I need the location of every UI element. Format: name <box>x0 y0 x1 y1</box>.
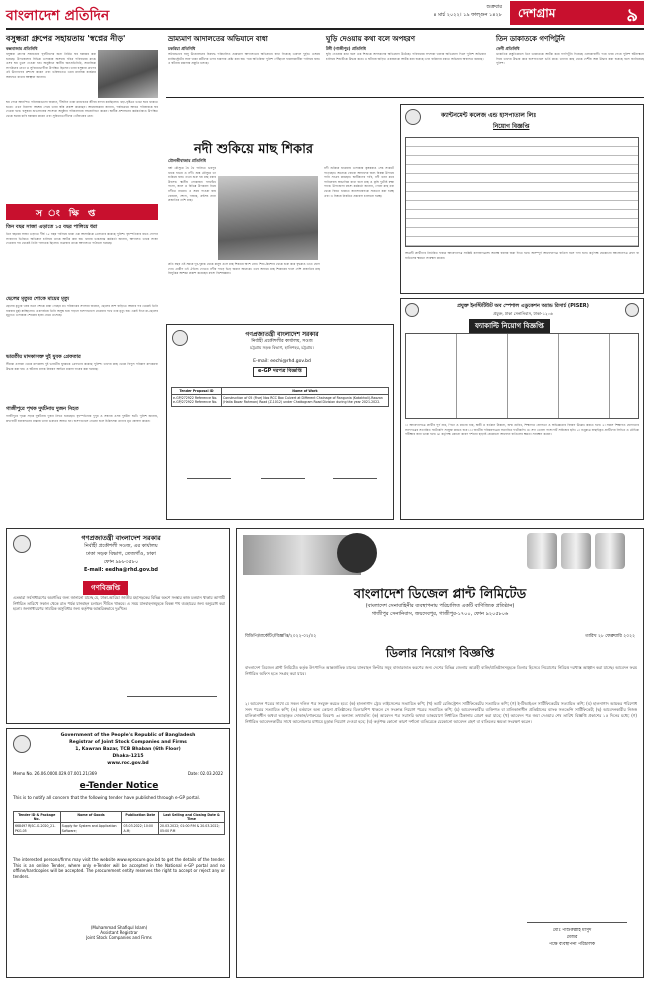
rjsc-th-2: Publication Date <box>122 812 159 823</box>
briefs-title: স ং ক্ষি প্ত <box>36 209 99 219</box>
rjsc-td-1: Supply for System and Application Software; <box>60 823 122 834</box>
date-label: ৪ মার্চ ২০২২। ১৯ ফাল্গুন ১৪২৮ <box>433 12 502 18</box>
rhd-notice-ad <box>6 528 230 724</box>
rjsc-city: Dhaka-1215 <box>112 754 144 759</box>
col3-headline: ঘুড়ি দেওয়ায় কথা বলে অপহরণ <box>326 35 415 43</box>
piser-notice: ফ্যাকাল্টি নিয়োগ বিজ্ঞপ্তি <box>469 319 550 333</box>
rjsc-org: Joint Stock Companies and Firms <box>86 935 152 940</box>
rjsc-th-0: Tender ID & Package No. <box>14 812 61 823</box>
col1-headline: বসুন্ধরা গ্রুপের সহায়তায় 'স্বপ্নের নীড়' <box>6 34 126 43</box>
rhd-gov: গণপ্রজাতন্ত্রী বাংলাদেশ সরকার <box>81 534 161 542</box>
diesel-signature <box>527 909 627 923</box>
rjsc-memo: Memo No. 26.06.0000.029.07.001.21/369 <box>13 771 97 776</box>
piser-title: প্রযুক্ত ইনস্টিটিউট অব স্পেশাল এডুকেশন অ্যান্ড রিসার্চ (PISER) <box>457 303 589 309</box>
rjsc-office: Registrar of Joint Stock Companies and Firms <box>69 740 187 745</box>
rjsc-notice: e-Tender Notice <box>79 781 159 791</box>
col3-body: ঘুড়ি দেওয়ার কথা বলে এক শিশুকে অপহরণের অভিযোগ উঠেছে। পরিবারের সদস্যরা থানায় অভিযোগ দিলে পুলিশ অভিযান চালিয়ে শিশুটিকে উদ্ধার করে। এ ঘটনায় জড়িত একজনকে আটক করা হয়েছে এবং বাকিদের ধরতে অভিযান অব্যাহত রয়েছে। <box>326 52 486 61</box>
feature-headline: নদী শুকিয়ে মাছ শিকার <box>194 142 314 157</box>
rhd-sign <box>127 687 217 697</box>
feature-body-left: বর্ষা মৌসুমে থৈ থৈ পানিতে ভরপুর থাকে হাওর ও নদী। শুষ্ক মৌসুমে তা শুকিয়ে যায়। তখন শুরু হয় মাছ ধরার উৎসব। স্থানীয় লোকজন দলবেঁধে পলো, জাল ও বিভিন্ন উপকরণ নিয়ে নদীতে নামেন। এ সময় পাওয়া যায় বোয়াল, শোল, গজার, রুইসহ নানা প্রজাতির দেশি মাছ। <box>168 166 216 203</box>
egp-td-work: Construction of 05 (Five) Nos RCC Box Culvert at Different Chainage of Rangunia (Katakhali)-Raozan (Hatia Bazar Rahman) Road (Z-1012) under Chattogram Road Division during the year 2021-2022. <box>222 395 389 406</box>
newspaper-logo: বাংলাদেশ প্রতিদিন <box>6 8 110 24</box>
diesel-for: পক্ষে ব্যবস্থাপনা পরিচালক <box>548 942 596 947</box>
day-label: শুক্রবার <box>486 4 502 10</box>
filter-3 <box>595 533 625 569</box>
diesel-company: বাংলাদেশ ডিজেল প্লান্ট লিমিটেড <box>353 587 527 602</box>
filter-2 <box>561 533 591 569</box>
diesel-seal <box>337 533 377 573</box>
egp-tender-ad <box>166 324 394 520</box>
piser-body: ১। আবেদনপত্রে প্রার্থীর পূর্ণ নাম, পিতা ও মাতার নাম, স্থায়ী ও বর্তমান ঠিকানা, জন্ম তারিখ, শিক্ষাগত যোগ্যতা ও অভিজ্ঞতার বিবরণ উল্লেখ করতে হবে। ২। সকল শিক্ষাগত যোগ্যতার সনদপত্রের সত্যায়িত ফটোকপি সংযুক্ত করতে হবে। ৩। জাতীয় পরিচয়পত্রের সত্যায়িত ফটোকপি। ৪। সদ্য তোলা পাসপোর্ট সাইজের ছবি। ৫। শুধুমাত্র বাছাইকৃত প্রার্থীদের লিখিত ও মৌখিক পরীক্ষার জন্য ডাকা হবে। ৬। কর্তৃপক্ষ কোনো কারণ দর্শানো ছাড়াই যেকোনো আবেদন বাতিলের ক্ষমতা সংরক্ষণ করেন। <box>405 423 639 437</box>
col1-byline: কক্সবাজার প্রতিনিধি <box>6 46 38 51</box>
rhd-logo <box>13 535 31 553</box>
college-table-grid <box>405 137 639 247</box>
diesel-subtitle: (বাংলাদেশ সেনাবাহিনীর ব্যবস্থাপনায় পরিচালিত একটি বাণিজ্যিক প্রতিষ্ঠান) <box>365 603 515 609</box>
rjsc-date: Date: 02.03.2022 <box>187 771 223 776</box>
egp-notice: e-GP দরপত্র বিজ্ঞপ্তি <box>253 367 307 377</box>
diesel-ad <box>236 528 644 978</box>
rjsc-td-3: 20.03.2022; 01:00 P.M & 20.03.2022; 05:00 P.M <box>159 823 225 834</box>
masthead <box>0 0 650 26</box>
egp-th-work: Name of Work <box>222 388 389 395</box>
college-heading: নিয়োগ বিজ্ঞপ্তি <box>493 123 530 130</box>
egp-td-id: e-GP/272922 Reference No. e-GP/272922 Reference No. <box>172 395 222 406</box>
rjsc-logo <box>13 735 31 753</box>
rjsc-web[interactable]: www.roc.gov.bd <box>107 761 149 766</box>
egp-table <box>171 387 389 407</box>
diesel-intro: বাংলাদেশ ডিজেল প্লান্ট লিমিটেড কর্তৃক উৎপাদিত আন্তর্জাতিক মানের যানবাহন ফিল্টার সমূহ বাজারজাত করণের জন্য দেশের বিভিন্ন জেলায় আগ্রহী ব্যক্তি/প্রতিষ্ঠানসমূহকে ডিলার হিসেবে নিয়োগের নিমিত্তে দরখাস্ত আহ্বান করা যাচ্ছে। আবেদন ফরম নির্ধারিত অফিস হতে সংগ্রহ করা যাবে। <box>245 665 637 676</box>
signature-3 <box>333 469 377 479</box>
rhd-notice-label: গণবিজ্ঞপ্তি <box>83 581 128 595</box>
brief1-headline: তিন বছর সাজা এড়াতে ১৫ বছর পালিয়ে ধরা <box>6 224 98 230</box>
col2-byline: চকরিয়া প্রতিনিধি <box>168 46 196 51</box>
page-number: ৯ <box>626 5 638 26</box>
col1-photo <box>98 50 158 98</box>
rjsc-address: 1, Kawran Bazar, TCB Bhaban (6th Floor) <box>75 747 181 752</box>
rjsc-designation: Assistant Registrar <box>100 930 138 935</box>
rhd-email: E-mail: eedha@rhd.gov.bd <box>84 567 158 573</box>
col3-byline: টঙ্গী (গাজীপুর) প্রতিনিধি <box>326 46 366 51</box>
diesel-signer-block <box>507 927 637 948</box>
rjsc-title: Government of the People's Republic of Bangladesh <box>60 733 196 738</box>
college-title: ক্যান্টনমেন্ট কলেজ এন্ড হাসপাতাল লিঃ <box>441 112 537 119</box>
piser-logo-left <box>405 303 419 317</box>
egp-th-id: Tender Proposal ID <box>172 388 222 395</box>
diesel-notice: ডিলার নিয়োগ বিজ্ঞপ্তি <box>385 646 495 660</box>
feature-photo <box>218 176 318 260</box>
brief3-headline: ভারতীয় মাদকাসক্ত দুই যুবক গ্রেফতার <box>6 354 81 360</box>
rjsc-td-2: 03.03.2022; 10:00 A.M; <box>122 823 159 834</box>
egp-office: নির্বাহী প্রকৌশলীর কার্যালয়, সওজ <box>251 339 313 344</box>
section-title: দেশগ্রাম <box>518 6 556 20</box>
brief2-headline: ছেলের মৃত্যুর শোকে মায়ের মৃত্যু <box>6 296 70 302</box>
egp-signatures <box>177 465 387 505</box>
rjsc-th-1: Name of Goods <box>60 812 122 823</box>
masthead-rule <box>6 28 644 30</box>
issue-date <box>406 4 502 20</box>
diesel-date: তারিখ ২৮ ফেব্রুয়ারি ২০২২ <box>585 634 635 639</box>
col4-body: ডাকাতির প্রস্তুতিকালে তিন ডাকাতকে আটক করে গণপিটুনি দিয়েছে এলাকাবাসী। পরে খবর পেয়ে পুলিশ ঘটনাস্থলে গিয়ে তাদের উদ্ধার করে হাসপাতালে ভর্তি করে। তাদের কাছ থেকে দেশীয় অস্ত্র উদ্ধার করা হয়েছে বলে জানিয়েছে পুলিশ। <box>496 52 644 66</box>
briefs-header <box>6 204 158 220</box>
college-ad <box>400 104 644 294</box>
piser-address: প্রযুক্ত, ঢাকা সেনানিবাস, ঢাকা-১২০৬ <box>493 311 553 316</box>
egp-division: চট্টগ্রাম সড়ক বিভাগ, হালিশহর, চট্টগ্রাম। <box>250 345 314 350</box>
rjsc-signer: (Muhammad Shafiqul Islam) <box>90 925 148 930</box>
piser-logo-right <box>625 303 639 317</box>
diesel-signer: মোঃ পাশুরুল্লাহ মাসুদ <box>552 928 592 933</box>
piser-table-grid <box>405 333 639 419</box>
college-footer-text: আগ্রহী প্রার্থীদের নির্ধারিত ফরমে আবেদনপত্র সংশ্লিষ্ট কাগজপত্রসহ অধ্যক্ষ বরাবর জমা দিতে হবে। অসম্পূর্ণ আবেদনপত্র বাতিল বলে গণ্য হবে। কর্তৃপক্ষ যেকোনো আবেদনপত্র গ্রহণ বা বাতিলের ক্ষমতা সংরক্ষণ করেন। <box>405 251 639 260</box>
rjsc-td-0: 668497 RJSC-G-2020_21-PKG-05 <box>14 823 61 834</box>
rjsc-intro: This is to notify all concern that the following tender have published through e-GP portal. <box>13 795 201 800</box>
brief3-body: সীমান্ত এলাকা থেকে মাদকসহ দুই ভারতীয় যুবককে গ্রেফতার করেছে পুলিশ। তাদের কাছ থেকে বিপুল পরিমাণ মাদকদ্রব্য উদ্ধার করা হয়। এ ঘটনায় মাদক নিয়ন্ত্রণ আইনে মামলা দায়ের করা হয়েছে। <box>6 362 158 371</box>
rjsc-signer-block <box>67 925 171 940</box>
rhd-phone: ফোন ৯৮৮৩৫৮০ <box>103 559 139 565</box>
col2-body: অবৈধভাবে বালু উত্তোলনের বিরুদ্ধে পরিচালিত ভ্রাম্যমাণ আদালতের অভিযানে বাধা দিয়েছে একদল দুর্বৃত্ত। এসময় ম্যাজিস্ট্রেটের সঙ্গে থাকা কর্মীদের ওপর হামলার চেষ্টা করা হয়। পরে অতিরিক্ত পুলিশ পৌঁছালে হামলাকারীরা পালিয়ে যায়। এ ঘটনায় মামলার প্রস্তুতি চলছে। <box>168 52 320 66</box>
diesel-address: গাজীপুর সেনানিবাস, জয়দেবপুর, গাজীপুর-১৭০০, ফোন ৯২০৫৮০৬ <box>371 611 509 617</box>
signature-2 <box>261 469 305 479</box>
brief1-body: তিন বছরের সাজা এড়াতে দীর্ঘ ১৫ বছর পালিয়ে থাকা এক আসামিকে গ্রেফতার করেছে পুলিশ। বৃহস্পতিবার রাতে গোপন সংবাদের ভিত্তিতে অভিযান চালিয়ে তাকে আটক করা হয়। থানার ভারপ্রাপ্ত কর্মকর্তা জানান, আদালত তাকে সাজা দেওয়ার পর থেকেই তিনি পলাতক ছিলেন। শুক্রবার তাকে আদালতে পাঠানো হয়েছে। <box>6 232 158 246</box>
col4-byline: ফেনী প্রতিনিধি <box>496 46 520 51</box>
rjsc-footer: The interested persons/firms may visit the website www.eprocure.gov.bd to get the details of the tender. This is an online Tender, where only e-Tender will be accepted in the National e-GP portal and no offline/hardcopies will be accepted. The procurement entity reserves the right to accept or reject any or tenders. <box>13 857 225 879</box>
rhd-body: এতদ্বারা সর্বসাধারণের অবগতির জন্য জানানো যাচ্ছে যে, ঢাকা-আরিচা জাতীয় মহাসড়কের বিভিন্ন অংশে সংস্কার কাজ চলমান থাকায় আগামী নির্ধারিত তারিখে সকাল থেকে রাত পর্যন্ত যানবাহন চলাচল সীমিত থাকবে। এ সময় যানবাহনসমূহকে বিকল্প পথ ব্যবহারের জন্য অনুরোধ করা হলো। জনসাধারণের সাময়িক অসুবিধার জন্য কর্তৃপক্ষ আন্তরিকভাবে দুঃখিত। <box>13 595 225 612</box>
rjsc-th-3: Last Selling and Closing Date & Time <box>159 812 225 823</box>
section-banner <box>510 1 644 25</box>
top-news-rule <box>166 97 644 98</box>
brief2-body: ছেলের মৃত্যুর খবর শুনে শোকে মারা গেছেন মা। পরিবারের সদস্যরা জানান, ছেলের লাশ বাড়িতে আনার পর থেকেই তিনি বারবার মূর্ছা যাচ্ছিলেন। একপর্যায়ে তিনি অসুস্থ হয়ে পড়লে হাসপাতালে নেওয়ার পথে তার মৃত্যু হয়। একই দিনে মা-ছেলের মৃত্যুতে এলাকায় শোকের ছায়া নেমে এসেছে। <box>6 304 158 318</box>
piser-ad <box>400 298 644 520</box>
diesel-conditions: ২। আবেদন পত্রের সাথে যে সকল দলিল পত্র সংযুক্ত করতে হবে: (ক) হালনাগাদ ট্রেড লাইসেন্সের সত্যায়িত কপি; (খ) ভ্যাট রেজিস্ট্রেশন সার্টিফিকেটের সত্যায়িত কপি; (গ) ই-টিআইএন সার্টিফিকেটের সত্যায়িত কপি; (ঘ) হালনাগাদ আয়কর পরিশোধ সনদ পত্রের সত্যায়িত কপি; (ঙ) বর্তমানে অন্য কোনো প্রতিষ্ঠানের ডিলারশিপ থাকলে সে সংক্রান্ত নিয়োগ পত্রের সত্যায়িত কপি; (চ) আবেদনকারীর ব্যক্তিগত বা মালিকানাধীন প্রতিষ্ঠানের ব্যাংক সলভেন্সি সার্টিফিকেট; (ছ) আবেদনকারীর নিজস্ব মালিকানাধীন অথবা ভাড়াকৃত দোকান/শোরুমের বিবরণ। ৩। অন্যান্য তথ্যাবলি: (ক) আবেদন পত্র সরাসরি অথবা ডাকযোগে নির্ধারিত ঠিকানায় প্রেরণ করা যাবে; (খ) আবেদন পত্র জমা দেওয়ার শেষ তারিখ বিজ্ঞপ্তি প্রকাশের ১৫ দিনের মধ্যে; (গ) নির্ধারিত আবেদনকারীর সাথে আলোচনার মাধ্যমে চূড়ান্ত নিয়োগ দেওয়া হবে; (ঘ) কর্তৃপক্ষ কোনো কারণ দর্শানো ব্যতিরেকে যেকোনো আবেদন গ্রহণ বা বাতিলের ক্ষমতা সংরক্ষণ করেন। <box>245 701 637 724</box>
college-logo <box>405 109 421 125</box>
rjsc-table <box>13 811 225 835</box>
signature-1 <box>187 469 231 479</box>
diesel-designation: মেজর <box>566 935 578 940</box>
rhd-division: ঢাকা সড়ক বিভাগ, তেজগাঁও, ঢাকা <box>86 551 156 557</box>
rjsc-tender-ad <box>6 728 230 978</box>
feature-body-right: নদী শুকিয়ে যাওয়ায় এলাকার কৃষকরাও সেচ সংকটে পড়েছেন। অনেকে বোরো আবাদের জন্য বিকল্প উপায়ে পানি সংগ্রহ করছেন। স্থানীয়দের দাবি, নদী খনন করে পানিপ্রবাহ স্বাভাবিক রাখা হলে মাছ ও কৃষি দুটোই রক্ষা পাবে। উপজেলা মৎস্য কর্মকর্তা জানান, পোনা মাছ ধরা থেকে বিরত থাকতে জনসাধারণকে সচেতন করা হচ্ছে এবং এ বিষয়ে নিয়মিত প্রচারণা চালানো হচ্ছে। <box>324 166 394 198</box>
egp-gov: গণপ্রজাতন্ত্রী বাংলাদেশ সরকার <box>245 331 319 338</box>
egp-email: E-mail: eechi@rhd.gov.bd <box>253 359 311 364</box>
brief4-headline: গাজীপুরে পৃথক দুর্ঘটনায় দুজন নিহত <box>6 406 79 412</box>
egp-gov-logo <box>172 330 188 346</box>
col1-body-2: ঘর পেয়ে আনন্দিত পরিবারগুলো জানান, দীর্ঘদিন তারা মানবেতর জীবন যাপন করছিলেন। ঝড়-বৃষ্টিতে ভাঙা ঘরে থাকতে হতো। এখন নিরাপদ আশ্রয় পেয়ে তারা স্বস্তি প্রকাশ করেছেন। আয়োজকরা জানান, পর্যায়ক্রমে আরও পরিবারকে ঘর দেওয়া হবে। বসুন্ধরা শুভসংঘের সদস্যরা অনুষ্ঠান পরিচালনায় সহযোগিতা করেন। স্থানীয় প্রশাসনের কর্মকর্তারাও উপস্থিত থেকে ঘরের চাবি হস্তান্তর করেন এবং সুবিধাভোগীদের খোঁজখবর নেন। <box>6 100 158 118</box>
col2-headline: ভ্রাম্যমাণ আদালতের অভিযানে বাধা <box>168 35 268 43</box>
rhd-office: নির্বাহী প্রকৌশলী সওজ, এর কার্যালয় <box>84 543 158 549</box>
brief4-body: গাজীপুরে পৃথক সড়ক দুর্ঘটনায় দুজন নিহত হয়েছেন। বৃহস্পতিবার দুপুর ও সন্ধ্যায় এসব দুর্ঘটনা ঘটে। পুলিশ জানায়, দ্রুতগামী যানবাহনের ধাক্কায় তারা গুরুতর আহত হন। হাসপাতালে নেওয়া হলে চিকিৎসক তাদের মৃত ঘোষণা করেন। <box>6 414 158 423</box>
filter-1 <box>527 533 557 569</box>
diesel-ref: বিডিপি/মার্কেটিং/বিজ্ঞপ্তি/২০২২-০২/০২ <box>245 634 317 639</box>
feature-byline: মৌলভীবাজার প্রতিনিধি <box>168 158 206 163</box>
col4-headline: তিন ডাকাতকে গণপিটুনি <box>496 35 565 43</box>
feature-body-mid: প্রতি বছর এই সময়ে দূর-দূরান্ত থেকে মানুষ এসে মাছ শিকারে অংশ নেন। শিশু-কিশোর থেকে শুরু করে বৃদ্ধরাও এতে যোগ দেন। গ্রামীণ এই ঐতিহ্য দেখতে নদীর পাড়ে ভিড় জমান অনেকে। তবে অবাধে মাছ শিকারের ফলে দেশি প্রজাতির মাছ বিলুপ্তির আশঙ্কা প্রকাশ করেছেন মৎস্য বিশেষজ্ঞরা। <box>168 262 320 276</box>
col1-body: বসুন্ধরা গ্রুপের সহায়তায় গৃহহীনদের জন্য নির্মিত ঘর হস্তান্তর করা হয়েছে। উপজেলার বিভিন্ন এলাকায় অসহায় দরিদ্র পরিবারের মাঝে এসব ঘর তুলে দেওয়া হয়। অনুষ্ঠানে স্থানীয় জনপ্রতিনিধি, সামাজিক সংগঠনের নেতা ও সুবিধাভোগীরা উপস্থিত ছিলেন। তারা বসুন্ধরা গ্রুপের এই উদ্যোগের প্রশংসা করেন এবং ভবিষ্যতেও এমন মানবিক কার্যক্রম অব্যাহত রাখার আহ্বান জানান। <box>6 52 96 79</box>
